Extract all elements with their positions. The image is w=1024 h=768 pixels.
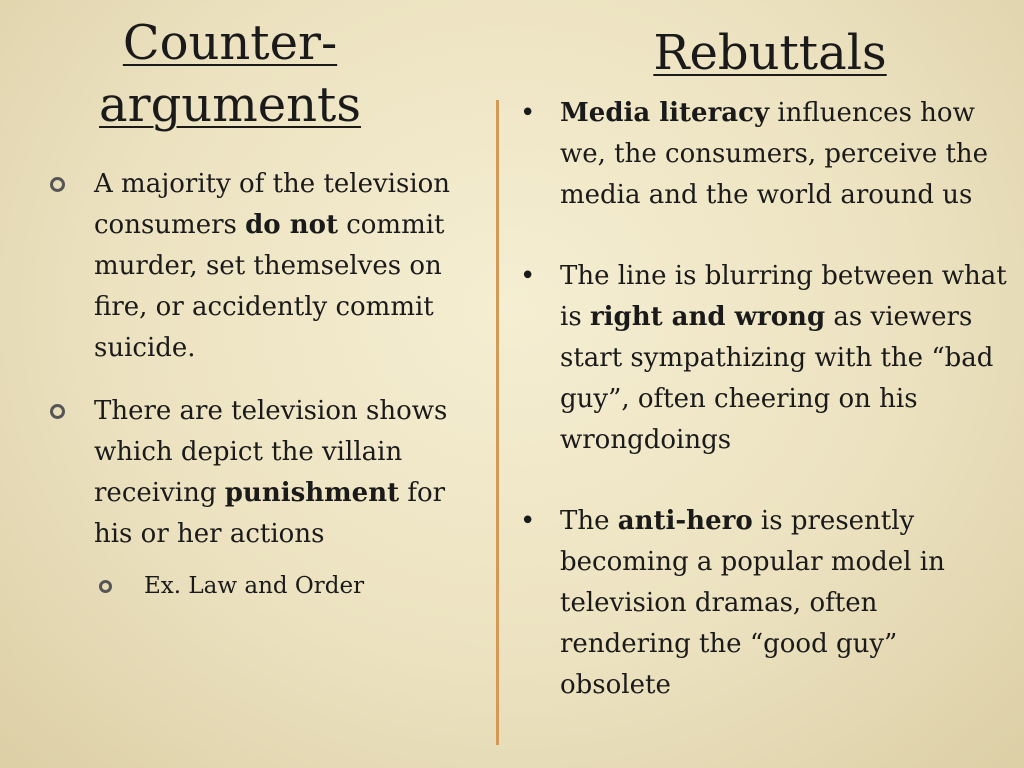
list-item: • The anti-hero is presently becoming a popular model in television dramas, often rendering the “good guy” obsolete [518,501,1008,706]
list-item: • The line is blurring between what is right and wrong as viewers start sympathizing with the “bad guy”, often cheering on his wrongdoings [518,256,1008,461]
counter-arguments-title [60,12,400,136]
rebuttals-title [560,22,980,84]
ring-bullet-icon [50,404,65,419]
sub-list-item: Ex. Law and Order [44,569,464,603]
counter-arguments-list [44,164,464,625]
ring-bullet-icon [99,580,112,593]
list-item: A majority of the television consumers do not commit murder, set themselves on fire, or accidently commit suicide. [44,164,464,369]
title-line-1: Counter- [122,15,338,71]
dot-bullet-icon: • [520,261,536,291]
list-item: • Media literacy influences how we, the consumers, perceive the media and the world around us [518,93,1008,216]
rebuttals-title-text: Rebuttals [653,25,887,81]
list-item: There are television shows which depict the villain receiving punishment for his or her actions [44,391,464,555]
dot-bullet-icon: • [520,506,536,536]
ring-bullet-icon [50,177,65,192]
title-line-2: arguments [99,77,361,133]
rebuttals-list [518,93,1008,746]
dot-bullet-icon: • [520,98,536,128]
column-divider [496,100,499,745]
